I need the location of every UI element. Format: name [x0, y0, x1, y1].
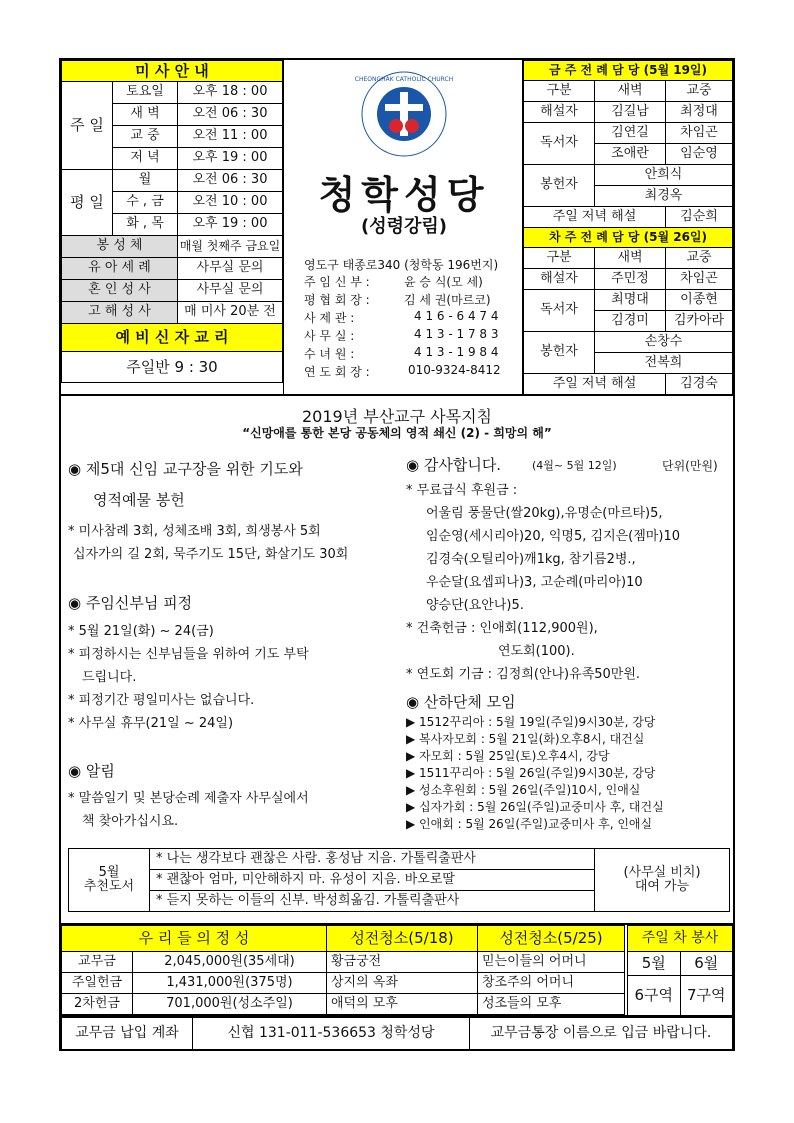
duty-person: 차임곤: [666, 269, 733, 290]
groups-title: ◉ 산하단체 모임: [406, 693, 516, 711]
prayer-title-2: 영적예물 봉헌: [93, 491, 185, 509]
notice-line: * 말씀일기 및 본당순례 제출자 사무실에서: [68, 791, 309, 806]
retreat-line: * 사무실 휴무(21일 ~ 24일): [68, 716, 234, 731]
finance-label: 2차헌금: [62, 994, 133, 1015]
food-donation-line: 양승단(요안나)5.: [426, 598, 524, 613]
finance-label: 교무금: [62, 952, 133, 973]
duty-head: 구분: [524, 81, 595, 102]
catechism-title: 예 비 신 자 교 리: [62, 324, 283, 352]
section-divider: [59, 394, 735, 396]
retreat-line: * 피정기간 평일미사는 없습니다.: [68, 693, 255, 708]
schedule-time: 오후 18 : 00: [178, 82, 283, 104]
duty-role: 해설자: [524, 269, 595, 290]
duty-person: 김경미: [595, 311, 666, 332]
schedule-time: 오전 06 : 30: [178, 104, 283, 126]
cleaning-group: 창조주의 어머니: [478, 973, 625, 994]
building-fund-line: 연도회(100).: [498, 644, 575, 659]
pastoral-title: 2019년 부산교구 사목지침: [302, 407, 492, 426]
duty-role: 해설자: [524, 102, 595, 123]
schedule-time: 오전 11 : 00: [178, 126, 283, 148]
finance-value: 2,045,000원(35세대): [133, 952, 327, 973]
retreat-line: * 5월 21일(화) ~ 24(금): [68, 624, 214, 639]
car-service-table: [627, 925, 733, 1016]
schedule-time: 오전 06 : 30: [178, 170, 283, 192]
sacrament-info: 사무실 문의: [178, 280, 283, 302]
sacrament-label: 고 해 성 사: [62, 302, 178, 324]
sacrament-info: 사무실 문의: [178, 258, 283, 280]
evening-commentary-label: 주일 저녁 해설: [524, 374, 666, 395]
food-donation-label: * 무료급식 후원금 :: [406, 483, 518, 498]
notice-title: ◉ 알림: [68, 762, 115, 780]
mass-schedule-table: [61, 60, 283, 383]
group-meeting: ▶ 십자가회 : 5월 26일(주일)교중미사 후, 대건실: [406, 800, 664, 814]
sacrament-label: 혼 인 성 사: [62, 280, 178, 302]
schedule-day: 토요일: [113, 82, 178, 104]
duty-head: 구분: [524, 248, 595, 269]
this-week-title: 금 주 전 례 담 당 (5월 19일): [524, 61, 733, 81]
evening-commentary-label: 주일 저녁 해설: [524, 207, 666, 228]
finance-title: 우 리 들 의 정 성: [62, 926, 327, 952]
retreat-title: ◉ 주임신부님 피정: [68, 594, 193, 612]
schedule-time: 오전 10 : 00: [178, 192, 283, 214]
prayer-title: ◉ 제5대 신임 교구장을 위한 기도와: [68, 460, 303, 478]
duty-person: 임순영: [666, 144, 733, 165]
notice-line: 책 찾아가십시요.: [82, 814, 179, 829]
sacrament-label: 유 아 세 례: [62, 258, 178, 280]
schedule-day: 저 녁: [113, 148, 178, 170]
church-subtitle: (성령강림): [360, 216, 447, 237]
thanks-title: ◉ 감사합니다.: [406, 456, 502, 474]
prayer-line: * 미사참례 3회, 성체조배 3회, 희생봉사 5회: [68, 524, 321, 539]
contact-value: 4 1 3 - 1 7 8 3: [414, 327, 499, 341]
group-meeting: ▶ 복사자모회 : 5월 21일(화)오후8시, 대건실: [406, 732, 645, 746]
cleaning-group: 성조들의 모후: [478, 994, 625, 1015]
book-item: * 듣지 못하는 이들의 신부. 박성희옮김. 가톨릭출판사: [150, 891, 595, 912]
cleaning-group: 황금궁전: [327, 952, 478, 973]
mass-schedule-title: 미 사 안 내: [62, 61, 283, 82]
yeondo-fund-line: * 연도회 기금 : 김정희(안나)유족50만원.: [406, 667, 641, 682]
duty-person: 김길남: [595, 102, 666, 123]
duty-person: 차임곤: [666, 123, 733, 144]
contact-label: 사 무 실 :: [304, 329, 355, 343]
contact-value: 4 1 3 - 1 9 8 4: [414, 345, 499, 359]
contact-value: 윤 승 식(모 세): [404, 275, 483, 289]
duty-person: 김경숙: [666, 374, 733, 395]
sunday-label: 주 일: [62, 82, 113, 170]
duty-person: 김연길: [595, 123, 666, 144]
cleaning-group: 상지의 옥좌: [327, 973, 478, 994]
church-name: 청학성당: [318, 173, 490, 217]
cleaning-title: 성전청소(5/25): [478, 926, 625, 952]
retreat-line: 드립니다.: [82, 670, 137, 685]
duty-role: 봉헌자: [524, 332, 595, 374]
duty-person: 최명대: [595, 290, 666, 311]
duty-person: 김카아라: [666, 311, 733, 332]
books-note-line: 대여 가능: [634, 879, 690, 894]
group-meeting: ▶ 1511꾸리아 : 5월 26일(주일)9시30분, 강당: [406, 766, 656, 780]
books-label: [69, 849, 150, 912]
finance-value: 701,000원(성소주일): [133, 994, 327, 1015]
food-donation-line: 임순영(세시리아)20, 익명5, 김지은(젬마)10: [426, 529, 680, 544]
car-month: 5월: [628, 952, 681, 976]
group-meeting: ▶ 성소후원회 : 5월 26일(주일)10시, 인애실: [406, 783, 641, 797]
cleaning-title: 성전청소(5/18): [327, 926, 478, 952]
this-week-duty-table: [523, 60, 733, 395]
next-week-title: 차 주 전 례 담 당 (5월 26일): [524, 228, 733, 248]
footer-account: 신협 131-011-536653 청학성당: [193, 1018, 470, 1050]
food-donation-line: 우순달(요셉피나)3, 고순례(마리아)10: [426, 575, 643, 590]
book-item: * 나는 생각보다 괜찮은 사람. 홍성남 지음. 가톨릭출판사: [150, 849, 595, 870]
car-area: 6구역: [628, 976, 681, 1016]
thanks-unit: 단위(만원): [662, 459, 718, 473]
duty-person: 최경옥: [595, 186, 733, 207]
contact-label: 사 제 관 :: [304, 311, 355, 325]
group-meeting: ▶ 자모회 : 5월 25일(토)오후4시, 강당: [406, 749, 610, 763]
car-month: 6월: [680, 952, 733, 976]
duty-person: 손창수: [595, 332, 733, 353]
contact-value: 4 1 6 - 6 4 7 4: [414, 309, 499, 323]
group-meeting: ▶ 인애회 : 5월 26일(주일)교중미사 후, 인애실: [406, 817, 653, 831]
finance-cleaning-table: [61, 925, 625, 1015]
building-fund-line: * 건축헌금 : 인애회(112,900원),: [406, 621, 598, 636]
duty-head: 교중: [666, 248, 733, 269]
prayer-line: 십자가의 길 2회, 묵주기도 15단, 화살기도 30회: [73, 547, 349, 562]
duty-person: 조애란: [595, 144, 666, 165]
schedule-day: 교 중: [113, 126, 178, 148]
duty-person: 전복희: [595, 353, 733, 374]
footer-table: [61, 1017, 733, 1050]
catechism-time: 주일반 9 : 30: [62, 352, 283, 383]
church-info-panel: [283, 60, 523, 394]
contact-label: 주 임 신 부 :: [304, 275, 370, 289]
contact-label: 연 도 회 장 :: [304, 365, 370, 379]
cleaning-group: 믿는이들의 어머니: [478, 952, 625, 973]
duty-head: 새벽: [595, 248, 666, 269]
food-donation-line: 어울림 풍물단(쌀20kg),유명순(마르타)5,: [426, 506, 663, 521]
finance-value: 1,431,000원(375명): [133, 973, 327, 994]
duty-head: 새벽: [595, 81, 666, 102]
church-address: 영도구 태종로340 (청학동 196번지): [304, 258, 499, 272]
cleaning-group: 애덕의 모후: [327, 994, 478, 1015]
book-item: * 괜찮아 엄마, 미안해하지 마. 유성이 지음. 바오로딸: [150, 870, 595, 891]
finance-label: 주일헌금: [62, 973, 133, 994]
books-note: [595, 849, 730, 912]
logo-ring-text: CHEONGHAK CATHOLIC CHURCH: [354, 76, 454, 83]
duty-person: 안희식: [595, 165, 733, 186]
car-area: 7구역: [680, 976, 733, 1016]
duty-person: 주민정: [595, 269, 666, 290]
schedule-day: 월: [113, 170, 178, 192]
schedule-day: 새 벽: [113, 104, 178, 126]
duty-head: 교중: [666, 81, 733, 102]
contact-value: 김 세 권(마르코): [404, 293, 491, 307]
footer-label: 교무금 납입 계좌: [62, 1018, 193, 1050]
sacrament-info: 매월 첫째주 금요일: [178, 236, 283, 258]
contact-value: 010-9324-8412: [408, 363, 501, 377]
footer-note: 교무금통장 이름으로 입금 바랍니다.: [470, 1018, 733, 1050]
books-label-text: 추천도서: [83, 879, 135, 894]
sacrament-label: 봉 성 체: [62, 236, 178, 258]
contact-label: 평 협 회 장 :: [304, 293, 370, 307]
books-note-line: (사무실 비치): [623, 864, 701, 880]
duty-role: 독서자: [524, 123, 595, 165]
sacrament-info: 매 미사 20분 전: [178, 302, 283, 324]
books-table: [68, 848, 730, 912]
schedule-day: 화 , 목: [113, 214, 178, 236]
food-donation-line: 김경숙(오틸리아)깨1kg, 참기름2병.,: [426, 552, 636, 567]
church-logo: [354, 70, 454, 158]
duty-person: 최정대: [666, 102, 733, 123]
schedule-time: 오후 19 : 00: [178, 214, 283, 236]
schedule-day: 수 , 금: [113, 192, 178, 214]
duty-role: 봉헌자: [524, 165, 595, 207]
pastoral-motto: “신망애를 통한 본당 공동체의 영적 쇄신 (2) - 희망의 해”: [242, 426, 552, 440]
weekday-label: 평 일: [62, 170, 113, 236]
duty-person: 이종현: [666, 290, 733, 311]
contact-label: 수 녀 원 :: [304, 347, 355, 361]
duty-person: 김순희: [666, 207, 733, 228]
car-service-title: 주일 차 봉사: [628, 926, 733, 952]
group-meeting: ▶ 1512꾸리아 : 5월 19일(주일)9시30분, 강당: [406, 715, 656, 729]
retreat-line: * 피정하시는 신부님들을 위하여 기도 부탁: [68, 647, 309, 662]
thanks-period: (4월~ 5월 12일): [532, 459, 617, 472]
books-label-month: 5월: [98, 864, 120, 880]
schedule-time: 오후 19 : 00: [178, 148, 283, 170]
duty-role: 독서자: [524, 290, 595, 332]
